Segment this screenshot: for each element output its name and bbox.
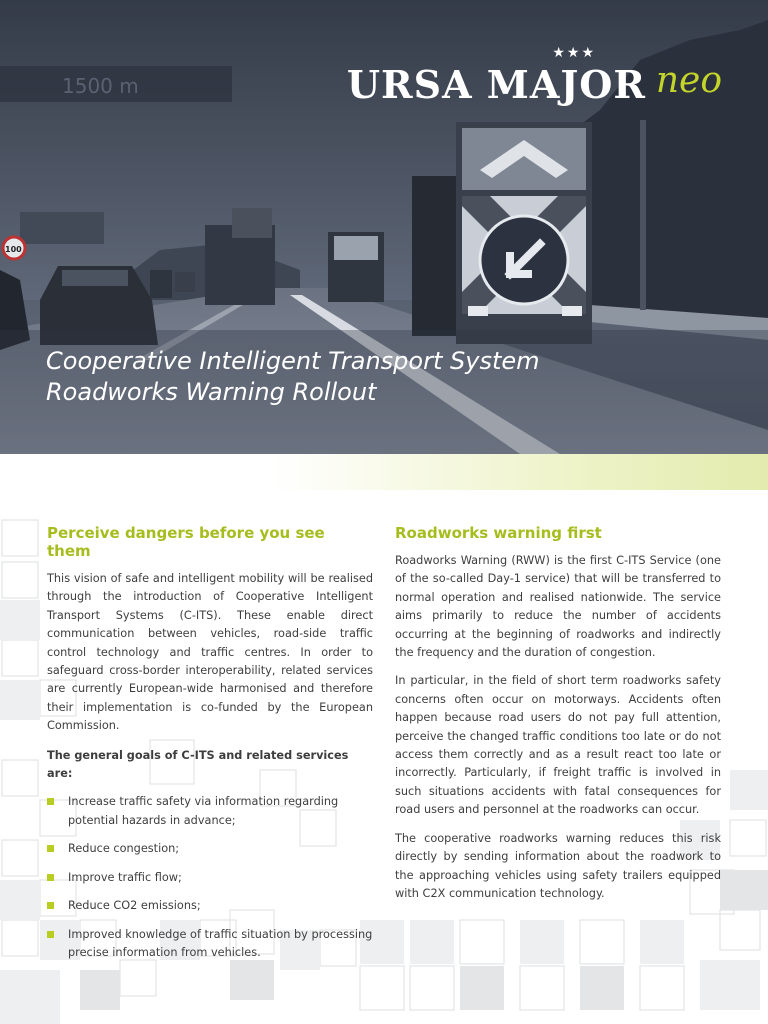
gantry-sign [20,212,104,244]
plate-left [468,306,488,316]
page-title-line-1: Cooperative Intelligent Transport System [46,347,540,375]
car-distant-2 [175,272,195,292]
logo-stars-icon: ★★★ [552,44,596,60]
list-item: Reduce congestion; [47,840,373,858]
motorway-safety-paragraph: In particular, in the field of short term roadworks safety concerns often occur on motorways. Accidents often happen because road users do not pay full attention, perceive the changed traffic conditions too late or do not access them correctly and as a result react too late or incorrectly. Particularly, if freight traffic is involved in such situations accidents with fatal consequences for road users and personnel at the roadworks can occur. [395,674,721,817]
list-item: Increase traffic safety via information regarding potential hazards in advance; [47,793,373,830]
speed-limit-text: 100 [5,245,22,254]
logo-accent: neo [655,60,722,101]
goals-list [47,793,373,962]
bullet-square-icon [47,931,54,938]
overhead-sign-text: 1500 m [62,74,139,98]
ursa-major-neo-logo [346,44,722,114]
car-window [62,270,128,286]
left-intro-paragraph: This vision of safe and intelligent mobility will be realised through the introduction of Cooperative Intelligent Transport Systems (C-ITS). These enable direct communication between vehicles, road-side traffic control technology and traffic centres. In order to safeguard cross-border interoperability, related services are currently European-wide harmonised and therefore their implementation is co-funded by the European Commission. [47,572,373,733]
list-item: Improve traffic flow; [47,869,373,887]
cooperative-warning-paragraph: The cooperative roadworks warning reduces this risk directly by sending information about the roadwork to the approaching vehicles using safety trailers equipped with C2X communication technology. [395,831,721,900]
goals-heading: The general goals of C-ITS and related services are: [47,748,349,781]
bullet-square-icon [47,845,54,852]
page-title-line-2: Roadworks Warning Rollout [46,378,377,406]
page-title [46,346,540,408]
arrow-board [462,128,586,190]
left-heading: Perceive dangers before you see them [47,524,325,560]
rww-intro-paragraph: Roadworks Warning (RWW) is the first C-ITS Service (one of the so-called Day-1 service) that will be transferred to normal operation and realised nationwide. The service aims primarily to reduce the number of accidents occurring at the beginning of roadworks and indirectly the frequency and the duration of congestion. [395,554,721,660]
warning-trailer-far-panel [334,236,378,260]
plate-right [562,306,582,316]
right-heading: Roadworks warning first [395,524,602,542]
car-distant [150,270,172,298]
bullet-square-icon [47,902,54,909]
truck-body [412,176,462,336]
right-column [395,524,721,903]
bullet-square-icon [47,798,54,805]
hero-banner [0,0,768,454]
logo-wordmark: URSA MAJOR [346,62,646,107]
left-column [47,524,373,972]
list-item: Improved knowledge of traffic situation by processing precise information from vehicles. [47,926,373,963]
crane-cab [232,208,272,238]
light-pole [640,120,646,310]
accent-band [0,454,768,490]
list-item: Reduce CO2 emissions; [47,897,373,915]
bullet-square-icon [47,874,54,881]
